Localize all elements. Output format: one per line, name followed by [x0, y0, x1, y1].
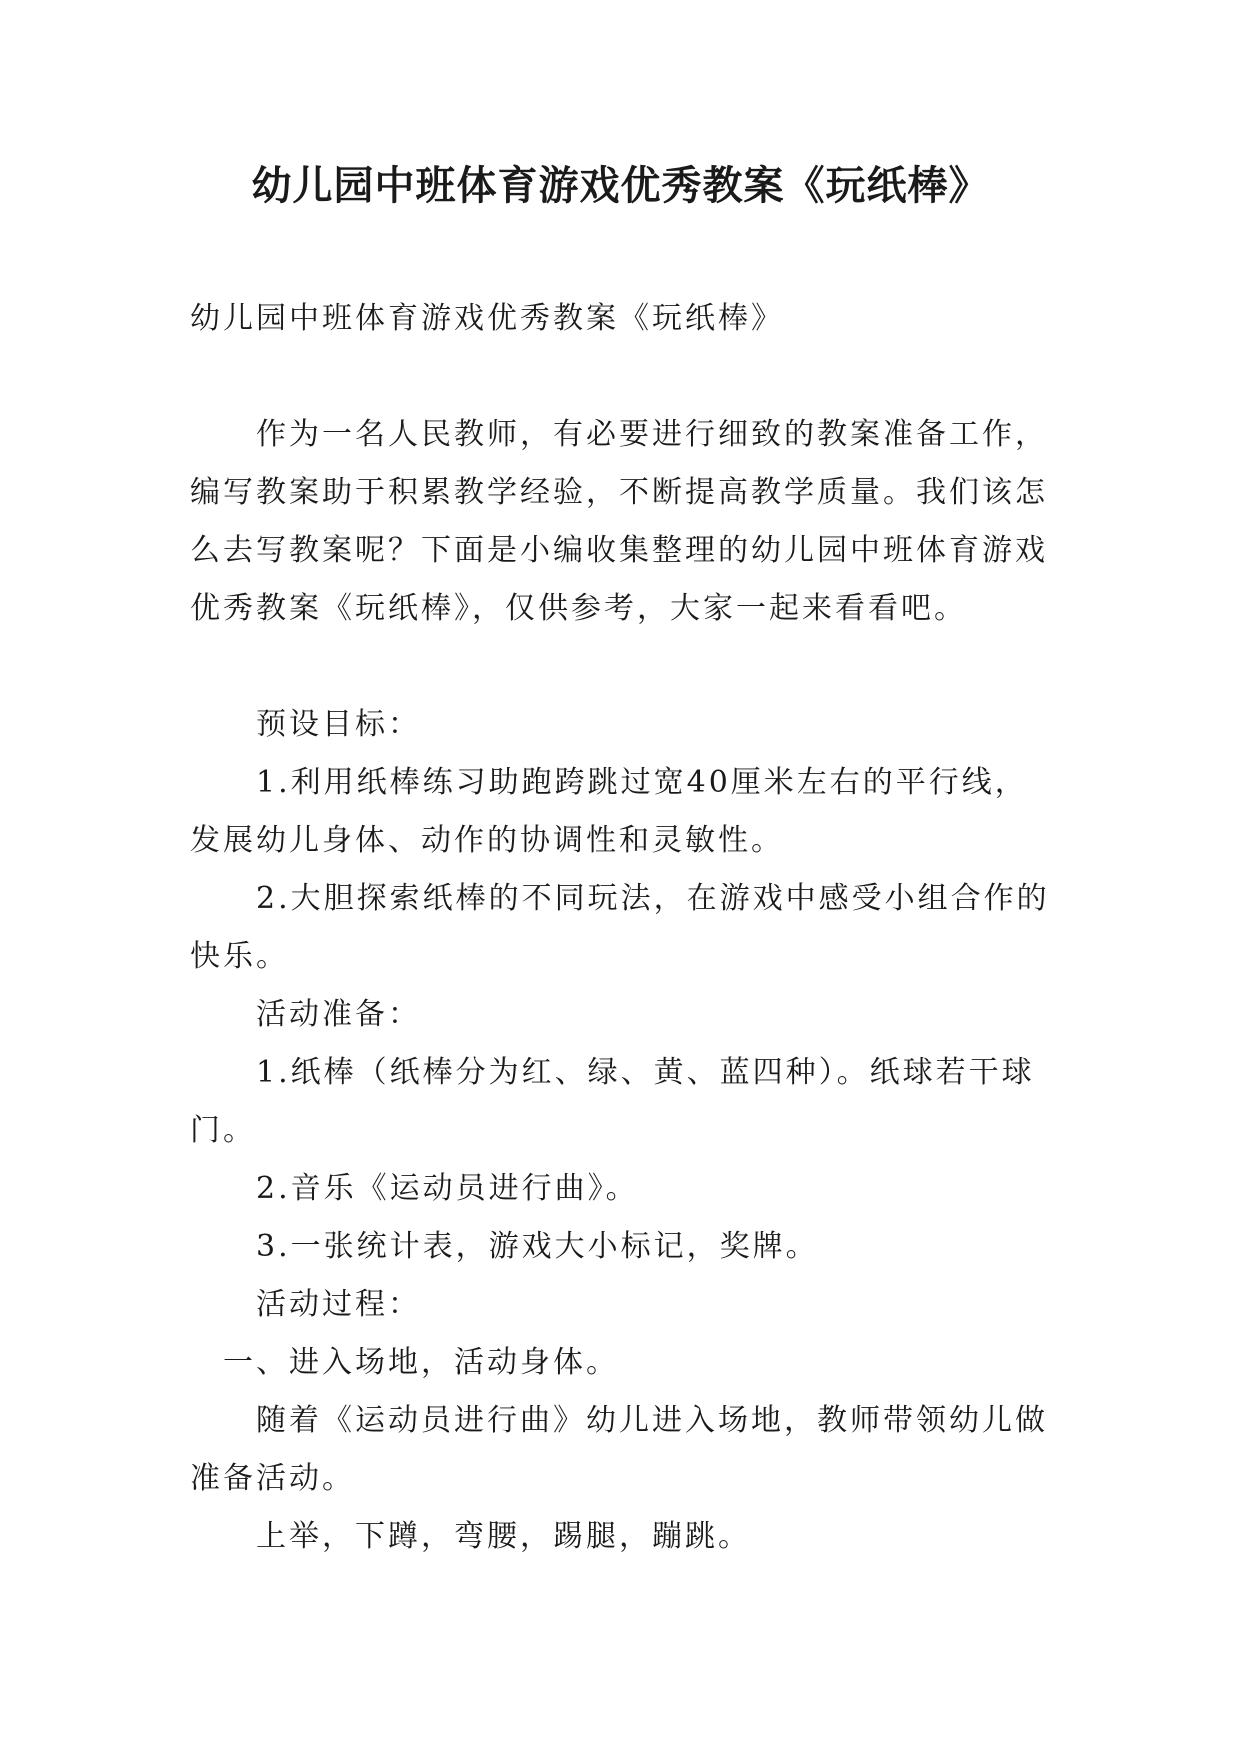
prep-item: 1.纸棒（纸棒分为红、绿、黄、蓝四种）。纸球若干球门。: [190, 1055, 1035, 1148]
process-step: 一、进入场地，活动身体。: [223, 1345, 619, 1380]
prep-heading: 活动准备：: [256, 997, 421, 1032]
goal-item: 2.大胆探索纸棒的不同玩法，在游戏中感受小组合作的快乐。: [190, 881, 1050, 974]
prep-item: 2.音乐《运动员进行曲》。: [256, 1171, 639, 1206]
document-title: 幼儿园中班体育游戏优秀教案《玩纸棒》: [251, 163, 990, 209]
document-body: [190, 290, 1060, 1566]
intro-paragraph: 作为一名人民教师，有必要进行细致的教案准备工作，编写教案助于积累教学经验，不断提高教学质量。我们该怎么去写教案呢？下面是小编收集整理的幼儿园中班体育游戏优秀教案《玩纸棒》，仅供参考，大家一起来看看吧。: [190, 417, 1048, 626]
document-subtitle: 幼儿园中班体育游戏优秀教案《玩纸棒》: [190, 301, 784, 336]
goal-item: 1.利用纸棒练习助跑跨跳过宽40厘米左右的平行线，发展幼儿身体、动作的协调性和灵敏性。: [190, 765, 1028, 858]
process-heading: 活动过程：: [256, 1287, 421, 1322]
prep-item: 3.一张统计表，游戏大小标记，奖牌。: [256, 1229, 819, 1264]
process-step-moves: 上举，下蹲，弯腰，踢腿，蹦跳。: [256, 1519, 751, 1554]
process-step-description: 随着《运动员进行曲》幼儿进入场地，教师带领幼儿做准备活动。: [190, 1403, 1048, 1496]
goals-heading: 预设目标：: [256, 707, 421, 742]
